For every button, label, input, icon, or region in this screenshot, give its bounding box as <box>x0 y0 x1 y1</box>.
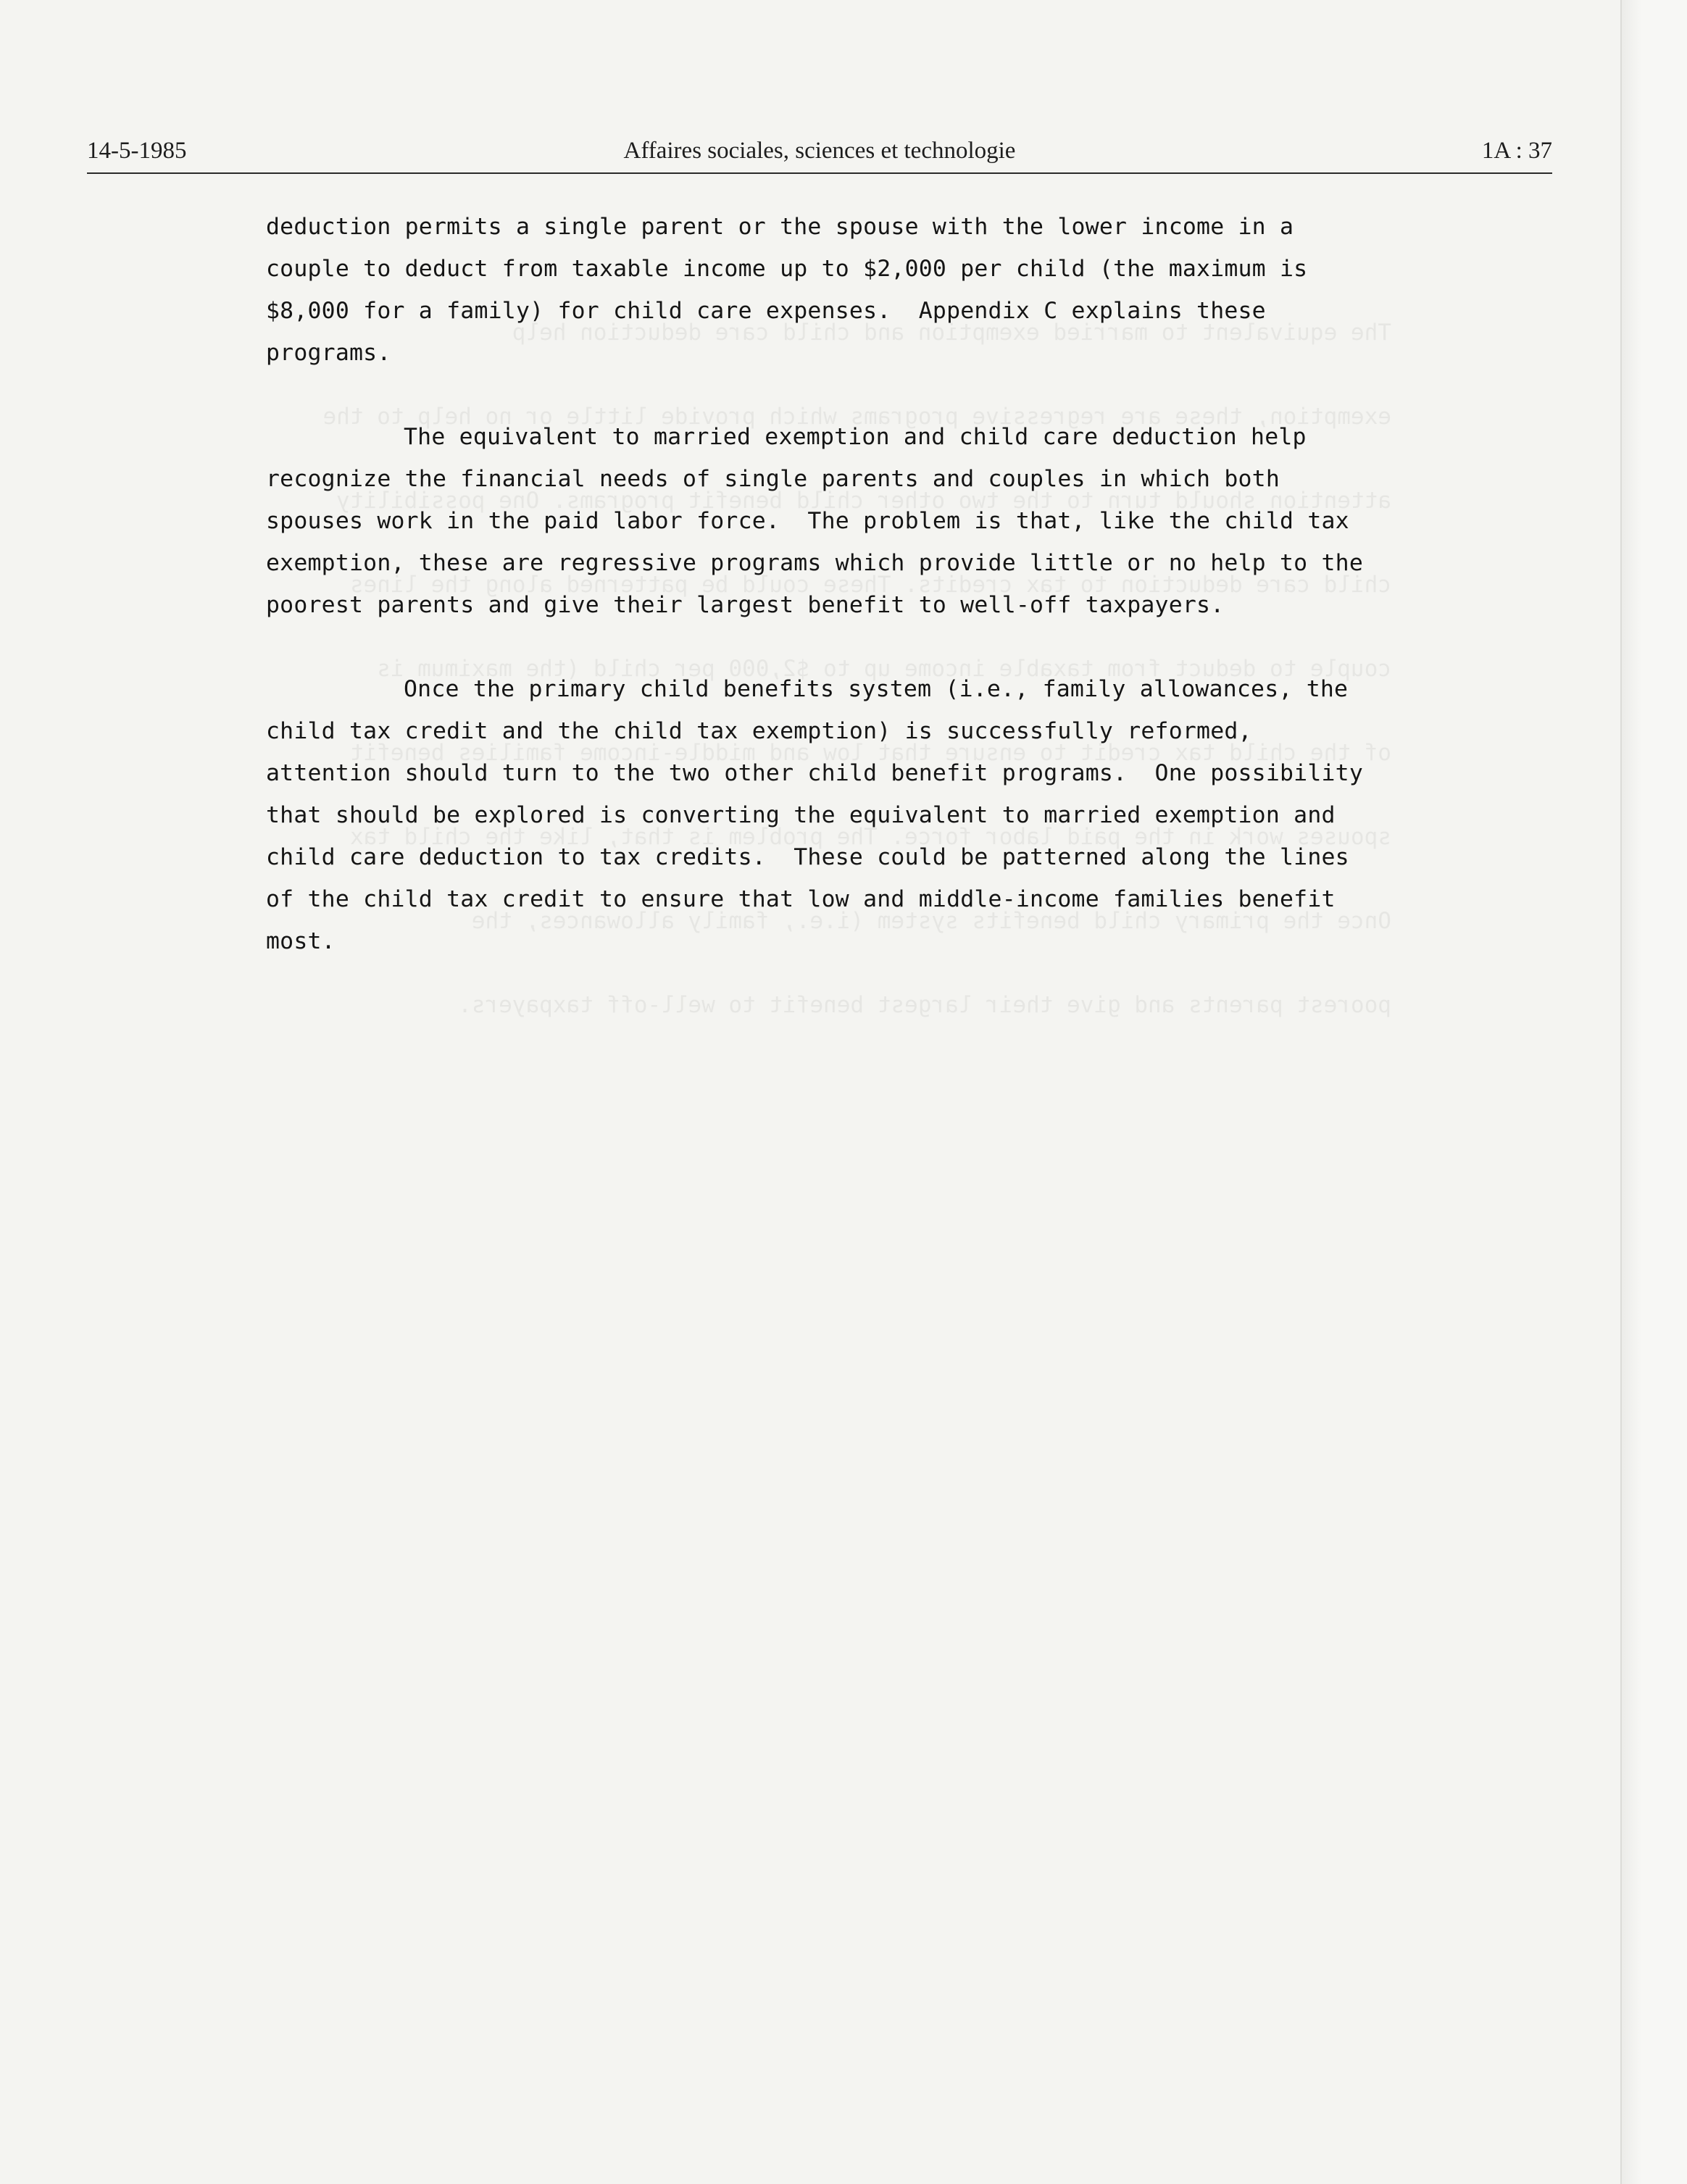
bleed-line-1: The equivalent to married exemption and child care deduction help <box>512 320 1391 346</box>
header-rule <box>87 172 1552 174</box>
header-date: 14-5-1985 <box>87 138 187 164</box>
bleed-line-9: poorest parents and give their largest benefit to well-off taxpayers. <box>458 992 1391 1018</box>
bleed-line-5: couple to deduct from taxable income up to $2,000 per child (the maximum is <box>377 656 1391 682</box>
text-line: most. <box>266 928 336 954</box>
paragraph-3 <box>266 668 1367 962</box>
text-line: that should be explored is converting the equivalent to married exemption and <box>266 802 1336 828</box>
text-line: $8,000 for a family) for child care expenses. Appendix C explains these <box>266 298 1266 324</box>
text-line: The equivalent to married exemption and child care deduction help <box>404 424 1307 450</box>
paragraph-1 <box>266 206 1367 374</box>
page-edge-strip <box>1620 0 1687 2184</box>
text-line: of the child tax credit to ensure that low and middle-income families benefit <box>266 886 1336 912</box>
text-line: poorest parents and give their largest benefit to well-off taxpayers. <box>266 592 1225 618</box>
text-line: couple to deduct from taxable income up to $2,000 per child (the maximum is <box>266 256 1308 282</box>
bleed-line-7: spouses work in the paid labor force. The problem is that, like the child tax <box>349 824 1391 850</box>
paragraph-2 <box>266 416 1367 626</box>
bleed-line-4: child care deduction to tax credits. These could be patterned along the lines <box>349 572 1391 598</box>
text-line: exemption, these are regressive programs which provide little or no help to the <box>266 550 1364 576</box>
bleed-line-3: attention should turn to the two other child benefit programs. One possibility <box>336 488 1391 514</box>
text-line: spouses work in the paid labor force. The problem is that, like the child tax <box>266 508 1349 534</box>
text-line: child tax credit and the child tax exemption) is successfully reformed, <box>266 718 1252 744</box>
text-line: recognize the financial needs of single parents and couples in which both <box>266 466 1280 492</box>
header-page-number: 1A : 37 <box>1481 138 1552 164</box>
bleed-line-8: Once the primary child benefits system (i.e., family allowances, the <box>471 908 1391 934</box>
running-header <box>87 138 1552 171</box>
bleed-line-6: of the child tax credit to ensure that low and middle-income families benefit <box>349 740 1391 766</box>
body-text <box>266 206 1367 1004</box>
header-title: Affaires sociales, sciences et technologie <box>623 138 1016 164</box>
text-line: deduction permits a single parent or the spouse with the lower income in a <box>266 214 1294 240</box>
text-line: programs. <box>266 340 391 366</box>
bleed-line-2: exemption, these are regressive programs which provide little or no help to the <box>322 404 1391 430</box>
text-line: attention should turn to the two other child benefit programs. One possibility <box>266 760 1364 786</box>
text-line: child care deduction to tax credits. These could be patterned along the lines <box>266 844 1349 870</box>
text-line: Once the primary child benefits system (i.e., family allowances, the <box>404 676 1349 702</box>
